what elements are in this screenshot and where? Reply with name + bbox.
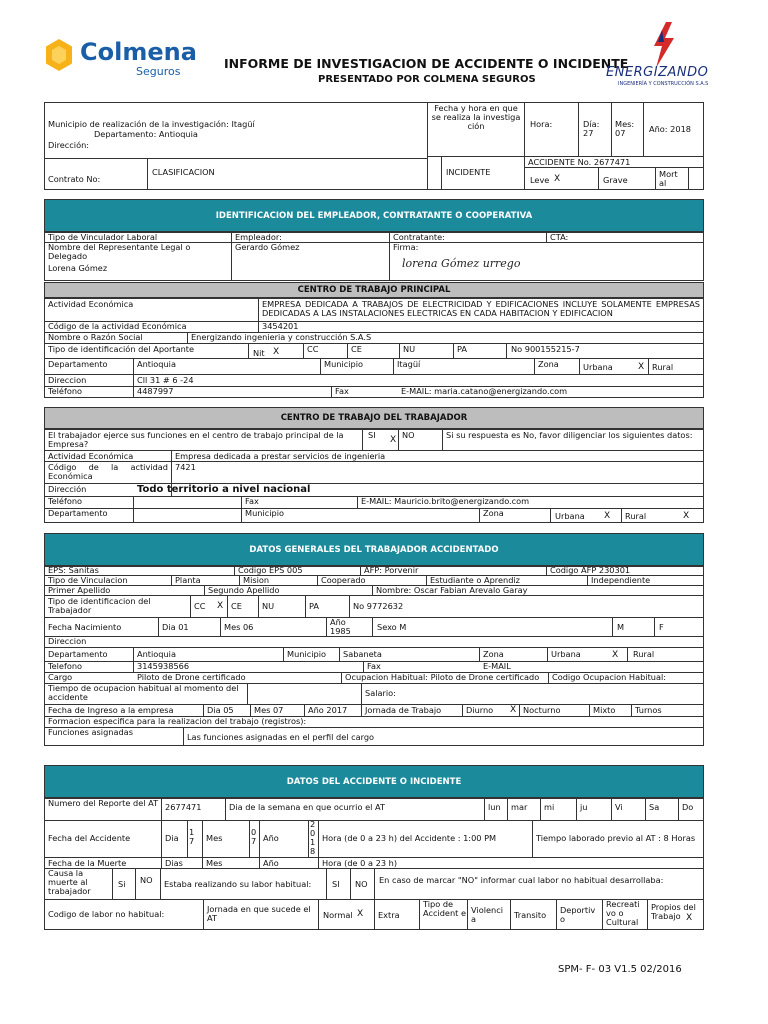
sexo-f: F — [659, 622, 664, 632]
mortal-label: Mort al — [659, 169, 678, 188]
fax-label: Fax — [335, 386, 349, 396]
ingreso-dia: Dia 05 — [207, 705, 234, 715]
mision-label: Mision — [243, 575, 270, 585]
nombre-trabajador: Nombre: Oscar Fabian Arevalo Garay — [376, 585, 528, 595]
nit-mark: X — [273, 347, 280, 357]
page-title: INFORME DE INVESTIGACION DE ACCIDENTE O INCIDENTE — [224, 56, 629, 71]
departamento-investigacion: Departamento: Antioquia — [94, 129, 198, 139]
si-mark: X — [390, 435, 397, 445]
acc-anio-value: 2 0 1 8 — [310, 819, 316, 856]
footer-code: SPM- F- 03 V1.5 02/2016 — [558, 964, 682, 975]
independiente-label: Independiente — [591, 575, 651, 585]
violencia-label: Violenci a — [471, 905, 503, 924]
primer-apellido: Primer Apellido — [48, 585, 111, 595]
colmena-hexagon-icon — [44, 38, 74, 72]
razon-social-value: Energizando ingenieria y construcción S.A.S — [191, 332, 372, 342]
telefono-trab-value: 3145938566 — [137, 661, 190, 671]
salario-label: Salario: — [365, 688, 396, 698]
hora-accidente: Hora (de 0 a 23 h) del Accidente : 1:00 PM — [322, 833, 497, 843]
diurno-mark: X — [510, 705, 517, 715]
email-trab-label: E-MAIL — [483, 661, 511, 671]
dia-mie: mi — [544, 802, 555, 812]
rural-label: Rural — [652, 362, 674, 372]
urbana-trabajador-mark: X — [604, 511, 611, 521]
ingreso-anio: Año 2017 — [308, 705, 348, 715]
afp-label: AFP: Porvenir — [364, 565, 419, 575]
fecha-muerte-label: Fecha de la Muerte — [48, 858, 127, 868]
mixto-label: Mixto — [593, 705, 616, 715]
nocturno-label: Nocturno — [523, 705, 561, 715]
representante-nombre: Lorena Gómez — [48, 263, 108, 273]
pregunta-centro: El trabajador ejerce sus funciones en el centro de trabajo principal de la Empresa? — [48, 430, 344, 449]
planta-label: Planta — [175, 575, 201, 585]
empleador-band: IDENTIFICACION DEL EMPLEADOR, CONTRATANTE O COOPERATIVA — [44, 199, 704, 232]
municipio-investigacion: Municipio de realización de la investigación: Itagüí — [48, 119, 255, 129]
dia-mar: mar — [511, 802, 528, 812]
dept-trabajador-label: Departamento — [48, 649, 108, 659]
direccion-trabajador-label: Dirección — [48, 484, 87, 494]
cargo-value: Piloto de Drone certificado — [137, 672, 246, 682]
no-label: NO — [402, 430, 415, 440]
dia-vie: Vi — [615, 802, 623, 812]
fecha-ingreso-label: Fecha de Ingreso a la empresa — [48, 705, 174, 715]
muerte-dias: Dias — [165, 858, 183, 868]
contratante-label: Contratante: — [393, 232, 445, 242]
colmena-logo-text: Colmena — [80, 38, 197, 66]
codigo-eps: Codigo EPS 005 — [238, 565, 303, 575]
cedula-trabajador: No 9772632 — [353, 601, 404, 611]
departamento-trabajador-label: Departamento — [48, 508, 108, 518]
tipo-id-aportante-label: Tipo de identificación del Aportante — [48, 344, 195, 354]
muerte-mes: Mes — [206, 858, 223, 868]
direccion-label: Direccion — [48, 375, 87, 385]
email-trabajador-value: E-MAIL: Mauricio.brito@energizando.com — [361, 496, 530, 506]
municipio-trabajador-label: Municipio — [245, 508, 284, 518]
zona-label: Zona — [538, 359, 559, 369]
urbana-trab-mark: X — [612, 650, 619, 660]
gerardo-gomez: Gerardo Gómez — [235, 242, 300, 252]
fecha-nacimiento-label: Fecha Nacimiento — [48, 622, 122, 632]
fecha-hora-label: Fecha y hora en que se realiza la investiga ción — [431, 103, 521, 131]
cc-label: CC — [307, 344, 319, 354]
cc-trabajador: CC — [194, 601, 206, 611]
email-value: E-MAIL: maria.catano@energizando.com — [401, 386, 568, 396]
transito-label: Transito — [514, 910, 547, 920]
direccion-investigacion: Dirección: — [48, 140, 90, 150]
zona-trab-label: Zona — [483, 649, 504, 659]
colmena-logo — [44, 38, 197, 82]
mun-trabajador-value: Sabaneta — [343, 649, 382, 659]
actividad-trabajador-label: Actividad Económica — [48, 451, 134, 461]
eps-label: EPS: Sanitas — [48, 565, 99, 575]
leve-label: Leve — [530, 175, 550, 185]
rural-trabajador-mark: X — [683, 511, 690, 521]
centro-trabajador-band: CENTRO DE TRABAJO DEL TRABAJADOR — [44, 407, 704, 429]
clasificacion-label: CLASIFICACION — [152, 167, 215, 177]
municipio-value: Itagüí — [397, 359, 421, 369]
causa-muerte-label: Causa la muerte al trabajador — [48, 868, 91, 896]
firma-label: Firma: — [393, 242, 419, 252]
accidente-no: ACCIDENTE No. 2677471 — [528, 157, 631, 167]
zona-trabajador-label: Zona — [483, 508, 504, 518]
rural-trab-label: Rural — [633, 649, 655, 659]
nit-number: No 900155215-7 — [511, 344, 580, 354]
si-label: SI — [368, 430, 376, 440]
numero-reporte-label: Numero del Reporte del AT — [48, 798, 159, 808]
centro-principal-band: CENTRO DE TRABAJO PRINCIPAL — [44, 282, 704, 298]
extra-label: Extra — [378, 910, 400, 920]
codigo-labor-label: Codigo de labor no habitual: — [48, 909, 165, 919]
tipo-accidente-label: Tipo de Accident e — [423, 899, 467, 918]
nac-mes: Mes 06 — [224, 622, 254, 632]
nit-label: Nit — [253, 348, 265, 358]
en-caso-no: En caso de marcar "NO" informar cual labor no habitual desarrollaba: — [379, 875, 664, 885]
ce-label: CE — [351, 344, 362, 354]
incidente-label: INCIDENTE — [446, 167, 491, 177]
codigo-trabajador-value: 7421 — [175, 462, 196, 472]
funciones-value: Las funciones asignadas en el perfil del cargo — [187, 732, 375, 742]
cargo-label: Cargo — [48, 672, 73, 682]
codigo-afp: Codigo AFP 230301 — [550, 565, 631, 575]
nota-centro: Si su respuesta es No, favor diligenciar los siguientes datos: — [446, 430, 693, 440]
funciones-label: Funciones asignadas — [48, 727, 133, 737]
trabajador-band: DATOS GENERALES DEL TRABAJADOR ACCIDENTADO — [44, 533, 704, 566]
dept-trabajador-value: Antioquia — [137, 649, 176, 659]
jornada-at-label: Jornada en que sucede el AT — [207, 904, 311, 923]
formacion-especifica: Formacion especifica para la realizacion del trabajo (registros): — [48, 716, 307, 726]
dia-dom: Do — [682, 802, 694, 812]
mun-trabajador-label: Municipio — [287, 649, 326, 659]
telefono-trabajador-label: Teléfono — [48, 496, 83, 506]
contrato-label: Contrato No: — [48, 174, 101, 184]
energizando-logo-subtext: INGENIERÍA Y CONSTRUCCIÓN S.A.S — [618, 81, 709, 87]
municipio-label: Municipio — [324, 359, 363, 369]
leve-mark: X — [554, 174, 561, 184]
nu-label: NU — [403, 344, 416, 354]
acc-dia-value: 1 7 — [189, 827, 195, 846]
energizando-logo-text: ENERGIZANDO — [606, 65, 709, 80]
urbana-trab-label: Urbana — [551, 649, 581, 659]
fax-trab-label: Fax — [367, 661, 381, 671]
acc-mes-value: 0 7 — [251, 827, 257, 846]
departamento-value: Antioquia — [137, 359, 176, 369]
rural-trabajador-label: Rural — [625, 511, 647, 521]
direccion-trabajador-value: Todo territorio a nivel nacional — [137, 484, 311, 495]
tipo-vinculador: Tipo de Vinculador Laboral — [48, 232, 158, 242]
lightning-bolt-icon — [648, 20, 678, 70]
propios-trabajo-label: Propios del Trabajo — [651, 902, 696, 921]
recreativo-label: Recreati vo o Cultural — [606, 899, 640, 927]
muerte-anio: Año — [263, 858, 279, 868]
dia-jue: ju — [580, 802, 588, 812]
labor-no: NO — [355, 879, 368, 889]
nu-trabajador: NU — [262, 601, 275, 611]
labor-habitual-label: Estaba realizando su labor habitual: — [164, 879, 312, 889]
hora-label: Hora: — [530, 119, 553, 129]
tipo-id-trabajador: Tipo de identificacion del Trabajador — [48, 596, 151, 615]
razon-social-label: Nombre o Razón Social — [48, 332, 143, 342]
direccion-trabajador: Direccion — [48, 636, 87, 646]
turnos-label: Turnos — [635, 705, 662, 715]
cc-trabajador-mark: X — [217, 601, 224, 611]
deportivo-label: Deportiv o — [560, 905, 596, 924]
accidente-band: DATOS DEL ACCIDENTE O INCIDENTE — [44, 765, 704, 798]
energizando-logo — [604, 20, 728, 90]
telefono-value: 4487997 — [137, 386, 174, 396]
actividad-economica-label: Actividad Económica — [48, 299, 134, 309]
sexo-label: Sexo M — [377, 622, 407, 632]
labor-si: SI — [332, 879, 340, 889]
acc-anio-label: Año — [263, 833, 279, 843]
actividad-economica-value: EMPRESA DEDICADA A TRABAJOS DE ELECTRICIDAD Y EDIFICACIONES INCLUYE SOLAMENTE EMPRESAS DEDICADAS A LAS INSTALACIONES ELECTRICAS EN CADA HABITACION Y EDIFICACION — [262, 299, 700, 318]
acc-dia-label: Dia — [165, 833, 179, 843]
dia-sab: Sa — [649, 802, 660, 812]
codigo-ocupacion: Codigo Ocupacion Habitual: — [552, 672, 667, 682]
pa-label: PA — [457, 344, 468, 354]
nac-dia: Dia 01 — [162, 622, 189, 632]
tiempo-ocupacion: Tiempo de ocupacion habitual al momento del accidente — [48, 683, 239, 702]
causa-no: NO — [140, 875, 153, 885]
colmena-logo-subtext: Seguros — [136, 65, 181, 78]
telefono-label: Teléfono — [48, 386, 83, 396]
pa-trabajador: PA — [309, 601, 320, 611]
jornada-trabajo-label: Jornada de Trabajo — [365, 705, 442, 715]
mes-label: Mes: 07 — [615, 119, 635, 138]
actividad-trabajador-value: Empresa dedicada a prestar servicios de ingenieria — [175, 451, 386, 461]
diurno-label: Diurno — [466, 705, 494, 715]
codigo-actividad-value: 3454201 — [262, 321, 299, 331]
urbana-trabajador-label: Urbana — [555, 511, 585, 521]
muerte-hora: Hora (de 0 a 23 h) — [322, 858, 398, 868]
causa-si: Si — [118, 879, 126, 889]
anio-label: Año: 2018 — [649, 124, 691, 134]
tiempo-laborado: Tiempo laborado previo al AT : 8 Horas — [536, 833, 696, 843]
tipo-vinculacion: Tipo de Vinculacion — [48, 575, 128, 585]
dia-label: Día: 27 — [583, 119, 600, 138]
numero-reporte-value: 2677471 — [165, 802, 202, 812]
firma-signature: lorena Gómez urrego — [402, 257, 521, 270]
empleador-label: Empleador: — [235, 232, 282, 242]
normal-mark: X — [357, 909, 364, 919]
acc-mes-label: Mes — [206, 833, 223, 843]
codigo-trabajador-label: Código de la actividad Económica — [48, 462, 168, 481]
propios-mark: X — [686, 913, 693, 923]
fax-trabajador-label: Fax — [245, 496, 259, 506]
dia-semana-label: Dia de la semana en que ocurrio el AT — [229, 802, 385, 812]
departamento-label: Departamento — [48, 359, 108, 369]
normal-label: Normal — [323, 910, 353, 920]
estudiante-label: Estudiante o Aprendiz — [430, 575, 520, 585]
ingreso-mes: Mes 07 — [254, 705, 284, 715]
cta-label: CTA: — [550, 232, 569, 242]
grave-label: Grave — [603, 175, 628, 185]
sexo-m: M — [617, 622, 625, 632]
telefono-trab-label: Telefono — [48, 661, 83, 671]
urbana-mark: X — [638, 362, 645, 372]
ce-trabajador: CE — [231, 601, 242, 611]
segundo-apellido: Segundo Apellido — [208, 585, 280, 595]
representante-label: Nombre del Representante Legal o Delegado — [48, 242, 191, 261]
nac-anio: Año 1985 — [330, 617, 351, 636]
page-subtitle: PRESENTADO POR COLMENA SEGUROS — [318, 74, 536, 85]
fecha-accidente-label: Fecha del Accidente — [48, 833, 131, 843]
urbana-label: Urbana — [583, 362, 613, 372]
cooperado-label: Cooperado — [321, 575, 366, 585]
dia-lun: lun — [488, 802, 501, 812]
codigo-actividad-label: Código de la actividad Económica — [48, 321, 187, 331]
direccion-value: Cll 31 # 6 -24 — [137, 375, 194, 385]
ocupacion-habitual: Ocupacion Habitual: Piloto de Drone certificado — [345, 672, 540, 682]
